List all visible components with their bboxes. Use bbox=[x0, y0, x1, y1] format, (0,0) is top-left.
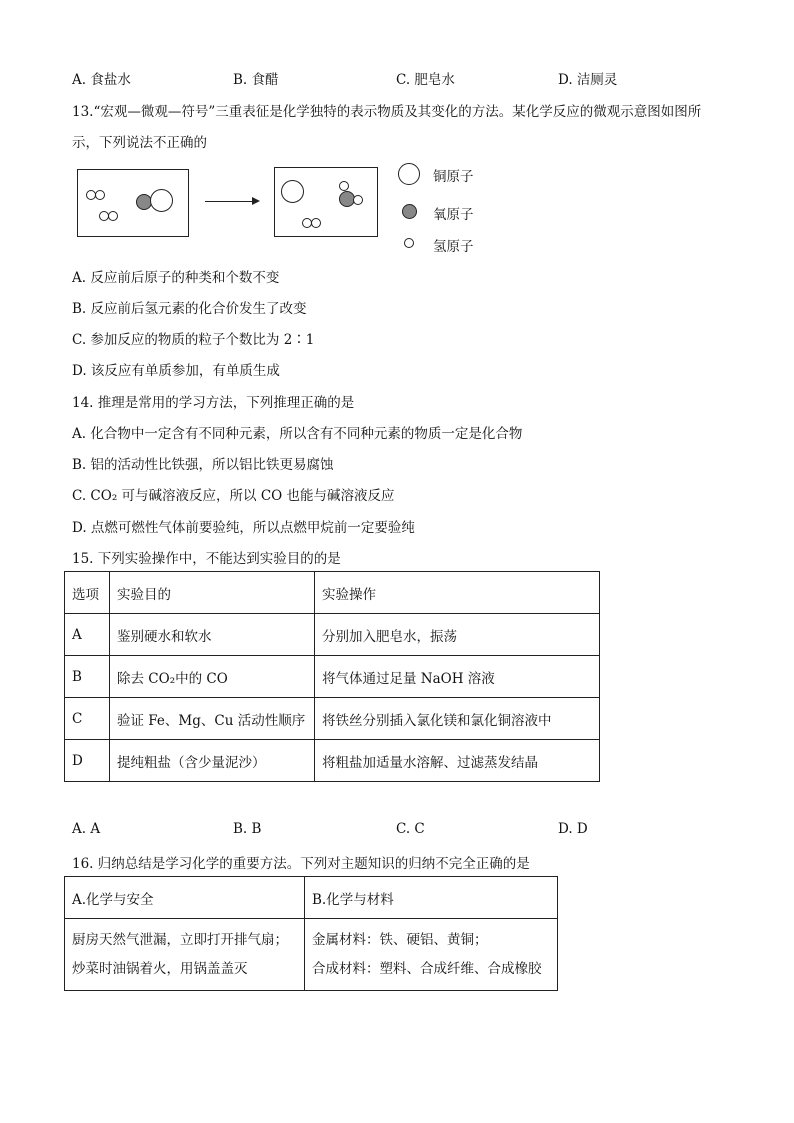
hydrogen-atom-icon bbox=[95, 190, 105, 200]
q16-table bbox=[64, 876, 558, 991]
copper-atom-icon bbox=[281, 180, 304, 203]
table-cell: 验证 Fe、Mg、Cu 活动性顺序 bbox=[110, 698, 315, 740]
table-cell: 分别加入肥皂水，振荡 bbox=[315, 614, 600, 656]
q13-option-c: C. 参加反应的物质的粒子个数比为 2∶1 bbox=[72, 332, 315, 348]
q12-option-b: B. 食醋 bbox=[233, 72, 279, 88]
q16-b-line2: 合成材料：塑料、合成纤维、合成橡胶 bbox=[312, 960, 542, 977]
q15-option-a: A. A bbox=[72, 821, 101, 837]
hydrogen-atom-icon bbox=[339, 181, 349, 191]
table-header-cell: B.化学与材料 bbox=[305, 877, 558, 919]
reactants-box bbox=[77, 169, 189, 237]
q13-stem-line2: 示，下列说法不正确的 bbox=[72, 135, 207, 151]
q16-stem: 16. 归纳总结是学习化学的重要方法。下列对主题知识的归纳不完全正确的是 bbox=[72, 856, 530, 872]
q15-option-b: B. B bbox=[233, 821, 262, 837]
table-cell: A bbox=[65, 614, 110, 656]
legend-oxygen-label: 氧原子 bbox=[433, 207, 474, 223]
table-header-cell: A.化学与安全 bbox=[65, 877, 305, 919]
table-cell: C bbox=[65, 698, 110, 740]
legend-hydrogen-label: 氢原子 bbox=[433, 239, 474, 255]
table-cell: D bbox=[65, 740, 110, 782]
hydrogen-atom-icon bbox=[404, 238, 414, 248]
table-cell: 除去 CO₂中的 CO bbox=[110, 656, 315, 698]
table-cell: 将粗盐加适量水溶解、过滤蒸发结晶 bbox=[315, 740, 600, 782]
legend-copper-label: 铜原子 bbox=[433, 169, 474, 185]
table-header-cell: 实验操作 bbox=[315, 572, 600, 614]
table-cell: 提纯粗盐（含少量泥沙） bbox=[110, 740, 315, 782]
q16-a-line2: 炒菜时油锅着火，用锅盖盖灭 bbox=[72, 960, 248, 977]
q15-option-d: D. D bbox=[558, 821, 588, 837]
table-cell: 将铁丝分别插入氯化镁和氯化铜溶液中 bbox=[315, 698, 600, 740]
hydrogen-atom-icon bbox=[353, 195, 363, 205]
table-header-row bbox=[65, 877, 558, 919]
copper-atom-icon bbox=[150, 189, 173, 212]
table-header-cell: 选项 bbox=[65, 572, 110, 614]
q13-option-a: A. 反应前后原子的种类和个数不变 bbox=[72, 270, 280, 286]
hydrogen-atom-icon bbox=[311, 218, 321, 228]
oxygen-atom-icon bbox=[402, 204, 417, 219]
q14-stem: 14. 推理是常用的学习方法，下列推理正确的是 bbox=[72, 395, 355, 411]
q15-table bbox=[64, 571, 600, 782]
q15-option-c: C. C bbox=[396, 821, 425, 837]
q12-option-c: C. 肥皂水 bbox=[396, 72, 455, 88]
hydrogen-atom-icon bbox=[108, 211, 118, 221]
products-box bbox=[274, 167, 378, 237]
q13-stem-line1: 13.“宏观—微观—符号”三重表征是化学独特的表示物质及其变化的方法。某化学反应的微观示意图如图所 bbox=[72, 104, 702, 120]
table-row bbox=[65, 919, 558, 991]
q14-option-c: C. CO₂ 可与碱溶液反应，所以 CO 也能与碱溶液反应 bbox=[72, 488, 395, 504]
q12-option-a: A. 食盐水 bbox=[72, 72, 131, 88]
table-cell: B bbox=[65, 656, 110, 698]
table-cell: 将气体通过足量 NaOH 溶液 bbox=[315, 656, 600, 698]
table-header-row bbox=[65, 572, 600, 614]
table-cell bbox=[65, 919, 305, 991]
copper-atom-icon bbox=[398, 163, 420, 185]
table-cell bbox=[305, 919, 558, 991]
q16-b-line1: 金属材料：铁、硬铝、黄铜； bbox=[312, 931, 488, 948]
q16-a-line1: 厨房天然气泄漏，立即打开排气扇； bbox=[72, 931, 288, 948]
table-row bbox=[65, 740, 600, 782]
table-row bbox=[65, 614, 600, 656]
table-row bbox=[65, 656, 600, 698]
table-header-cell: 实验目的 bbox=[110, 572, 315, 614]
table-cell: 鉴别硬水和软水 bbox=[110, 614, 315, 656]
q12-option-d: D. 洁厕灵 bbox=[558, 72, 618, 88]
table-row bbox=[65, 698, 600, 740]
q14-option-d: D. 点燃可燃性气体前要验纯，所以点燃甲烷前一定要验纯 bbox=[72, 520, 415, 536]
q14-option-b: B. 铝的活动性比铁强，所以铝比铁更易腐蚀 bbox=[72, 457, 334, 473]
q15-stem: 15. 下列实验操作中，不能达到实验目的的是 bbox=[72, 551, 341, 567]
q14-option-a: A. 化合物中一定含有不同种元素，所以含有不同种元素的物质一定是化合物 bbox=[72, 426, 523, 442]
q13-option-d: D. 该反应有单质参加，有单质生成 bbox=[72, 363, 280, 379]
q13-option-b: B. 反应前后氢元素的化合价发生了改变 bbox=[72, 301, 307, 317]
